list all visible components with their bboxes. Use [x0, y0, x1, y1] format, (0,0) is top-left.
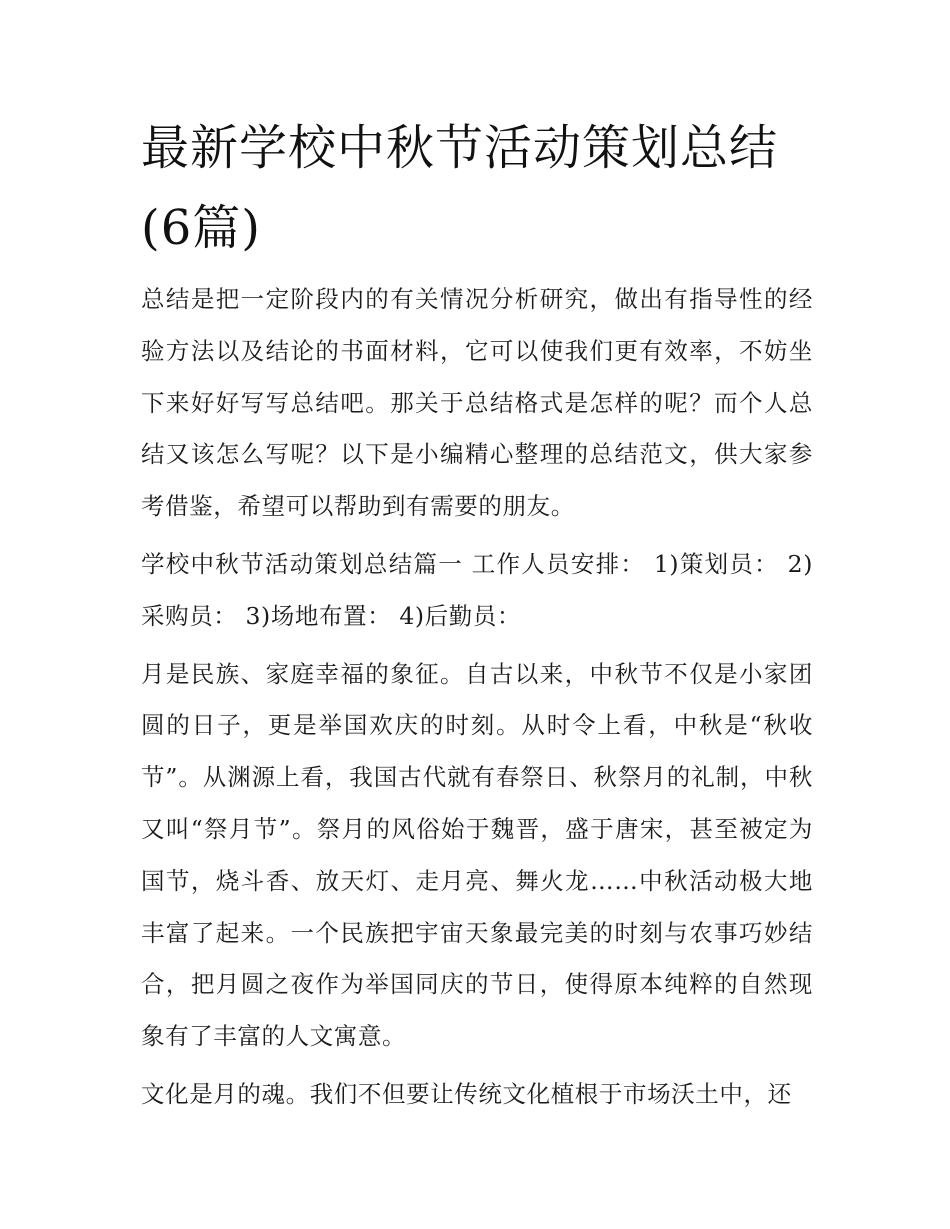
intro-paragraph: 总结是把一定阶段内的有关情况分析研究，做出有指导性的经验方法以及结论的书面材料，它可以使我们更有效率，不妨坐下来好好写写总结吧。那关于总结格式是怎样的呢？而个人总结又该怎么写呢？以下是小编精心整理的总结范文，供大家参考借鉴，希望可以帮助到有需要的朋友。 — [141, 285, 813, 521]
document-body — [141, 108, 813, 1121]
document-title: 最新学校中秋节活动策划总结(6篇) — [141, 120, 779, 256]
culture-paragraph: 文化是月的魂。我们不但要让传统文化植根于市场沃土中，还 — [141, 1079, 792, 1108]
moon-culture-paragraph: 月是民族、家庭幸福的象征。自古以来，中秋节不仅是小家团圆的日子，更是举国欢庆的时刻。从时令上看，中秋是“秋收节”。从渊源上看，我国古代就有春祭日、秋祭月的礼制，中秋又叫“祭月节”。祭月的风俗始于魏晋，盛于唐宋，甚至被定为国节，烧斗香、放天灯、走月亮、舞火龙……中秋活动极大地丰富了起来。一个民族把宇宙天象最完美的时刻与农事巧妙结合，把月圆之夜作为举国同庆的节日，使得原本纯粹的自然现象有了丰富的人文寓意。 — [141, 659, 813, 1051]
staff-arrangement-paragraph: 学校中秋节活动策划总结篇一 工作人员安排： 1)策划员： 2)采购员： 3)场地布置： 4)后勤员： — [141, 549, 813, 630]
